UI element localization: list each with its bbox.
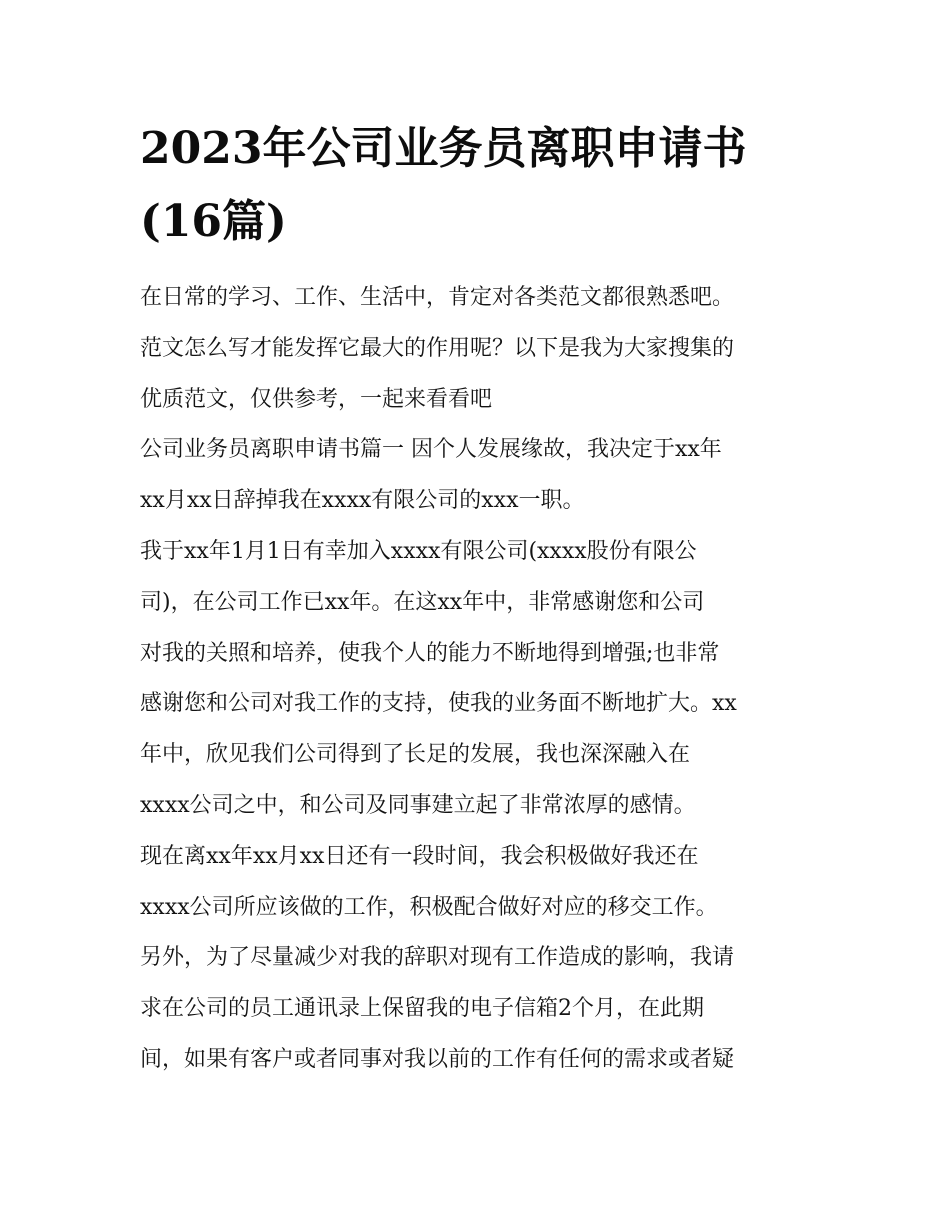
body-line: 在日常的学习、工作、生活中，肯定对各类范文都很熟悉吧。 <box>140 285 735 310</box>
body-line: 对我的关照和培养，使我个人的能力不断地得到增强;也非常 <box>140 640 720 666</box>
body-line: xxxx公司所应该做的工作，积极配合做好对应的移交工作。 <box>140 894 718 920</box>
body-line: 现在离xx年xx月xx日还有一段时间，我会积极做好我还在 <box>140 843 699 869</box>
body-line: 我于xx年1月1日有幸加入xxxx有限公司(xxxx股份有限公 <box>140 538 697 564</box>
body-line: 公司业务员离职申请书篇一 因个人发展缘故，我决定于xx年 <box>140 437 722 463</box>
body-line: 间，如果有客户或者同事对我以前的工作有任何的需求或者疑 <box>140 1046 735 1072</box>
title-line: 2023年公司业务员离职申请书 <box>140 123 747 174</box>
document-body <box>140 273 820 1086</box>
document-title <box>140 112 820 258</box>
body-line: 范文怎么写才能发挥它最大的作用呢？以下是我为大家搜集的 <box>140 335 735 361</box>
body-line: xx月xx日辞掉我在xxxx有限公司的xxx一职。 <box>140 488 585 514</box>
body-line: 司)，在公司工作已xx年。在这xx年中，非常感谢您和公司 <box>140 589 705 615</box>
body-line: 优质范文，仅供参考，一起来看看吧 <box>140 386 493 412</box>
title-line: (16篇) <box>140 196 287 247</box>
body-line: 另外，为了尽量减少对我的辞职对现有工作造成的影响，我请 <box>140 945 735 971</box>
body-line: 年中，欣见我们公司得到了长足的发展，我也深深融入在 <box>140 742 691 768</box>
body-line: xxxx公司之中，和公司及同事建立起了非常浓厚的感情。 <box>140 792 696 818</box>
document-content <box>140 112 820 1086</box>
body-line: 感谢您和公司对我工作的支持，使我的业务面不断地扩大。xx <box>140 691 737 717</box>
body-line: 求在公司的员工通讯录上保留我的电子信箱2个月，在此期 <box>140 996 704 1022</box>
